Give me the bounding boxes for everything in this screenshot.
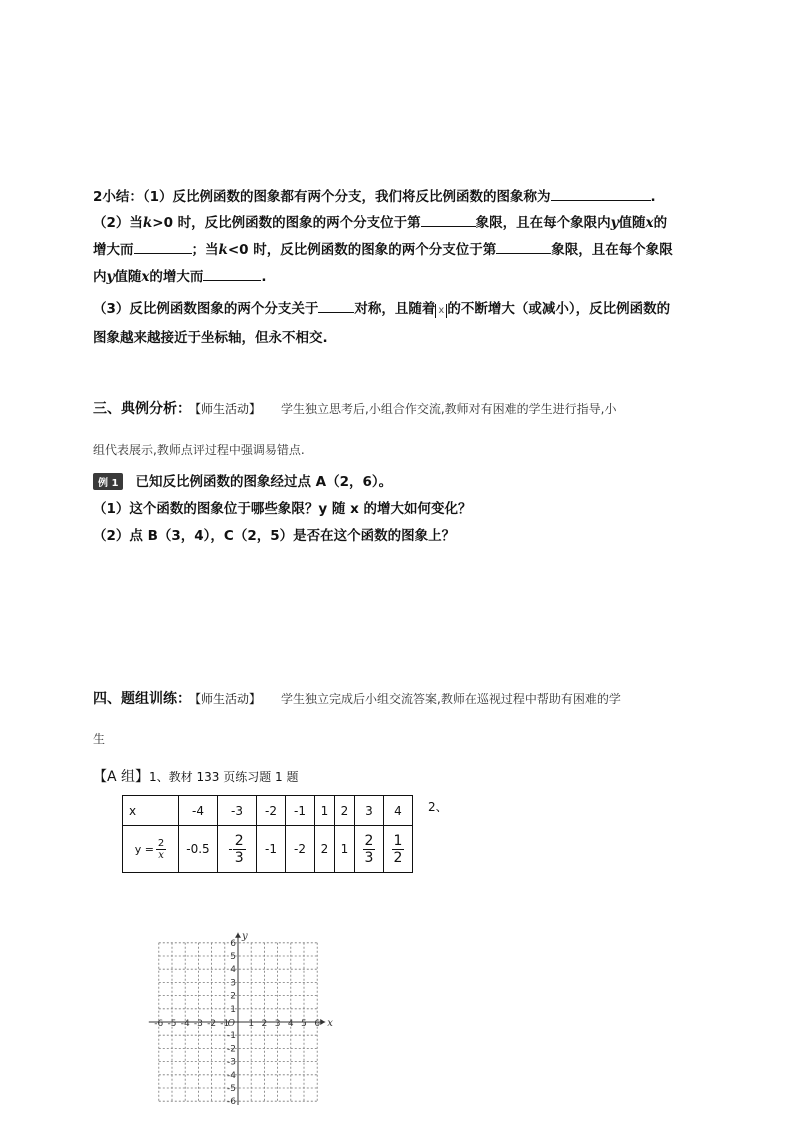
section4-text: 学生独立完成后小组交流答案,教师在巡视过程中帮助有困难的学	[281, 692, 621, 706]
table-cell: -2	[257, 796, 286, 826]
x-tick-label: -4	[180, 1019, 190, 1029]
period: .	[261, 269, 267, 285]
x-tick-label: -6	[154, 1019, 164, 1029]
table-header-y	[123, 826, 179, 873]
summary-line-1	[93, 185, 656, 205]
section4-line-1	[93, 688, 621, 708]
summary-text: 2小结：（1）反比例函数的图象都有两个分支，我们将反比例函数的图象称为	[93, 189, 551, 205]
frac-den: x	[158, 849, 164, 861]
x-tick-label: 5	[301, 1019, 307, 1029]
var-y: y	[610, 215, 619, 231]
y-tick-label: -6	[227, 1097, 236, 1105]
table-header-x: x	[123, 796, 179, 826]
frac-num: 2	[157, 837, 165, 849]
table-cell: -4	[179, 796, 218, 826]
summary-line-5	[93, 297, 670, 318]
table-row-x	[123, 796, 413, 826]
var-x: x	[141, 269, 150, 285]
summary-text: 内	[93, 269, 107, 285]
y-tick-label: 1	[230, 1004, 236, 1015]
coordinate-grid	[140, 915, 340, 1105]
group-a-line	[93, 766, 298, 786]
frac-num: 2	[234, 832, 244, 849]
example-question-2: （2）点 B（3，4），C（2，5）是否在这个函数的图象上？	[93, 528, 456, 544]
example-badge: 例 1	[93, 473, 123, 490]
answer-blank[interactable]	[318, 299, 354, 313]
summary-text: 值随	[114, 269, 142, 285]
summary-line-2	[93, 211, 667, 231]
summary-text: 象限，且在每个象限	[551, 242, 673, 258]
neg-sign: -	[228, 841, 233, 856]
abs-x: x	[435, 304, 447, 318]
group-a-label: 【A 组】	[93, 769, 150, 785]
section4-text-2: 生	[93, 732, 106, 746]
x-tick-label: 1	[248, 1019, 255, 1029]
section4-heading: 四、题组训练：	[93, 691, 191, 707]
summary-text: （2）当	[93, 215, 143, 231]
summary-text: 象限，且在每个象限内	[475, 215, 611, 231]
section3-text: 学生独立思考后,小组合作交流,教师对有困难的学生进行指导,小	[281, 402, 617, 416]
origin-label: O	[227, 1019, 235, 1029]
summary-text: 的不断增大（或减小），反比例函数的	[447, 301, 671, 317]
example-statement: 已知反比例函数的图象经过点 A（2，6）。	[135, 474, 393, 490]
table-cell: -1	[257, 826, 286, 873]
y-tick-label: 4	[230, 965, 236, 976]
answer-blank[interactable]	[134, 240, 192, 254]
item-2-label: 2、	[428, 800, 448, 814]
summary-text: <0 时，反比例函数的图象的两个分支位于第	[227, 242, 497, 258]
summary-text: 增大而	[93, 242, 134, 258]
frac-den: 3	[234, 849, 244, 866]
frac-den: 2	[393, 849, 403, 866]
section3-text-2: 组代表展示,教师点评过程中强调易错点.	[93, 443, 305, 457]
y-tick-label: -2	[227, 1044, 236, 1055]
table-cell: 4	[384, 796, 413, 826]
var-x: x	[645, 215, 654, 231]
section3-heading: 三、典例分析：	[93, 401, 191, 417]
table-cell: 1	[315, 796, 335, 826]
summary-text: 的	[653, 215, 668, 231]
var-y: y	[106, 269, 115, 285]
summary-line-6: 图象越来越接近于坐标轴，但永不相交.	[93, 330, 328, 346]
table-cell: -3	[218, 796, 257, 826]
summary-text: 对称，且随着	[354, 301, 436, 317]
table-row-y	[123, 826, 413, 873]
example-question-1: （1）这个函数的图象位于哪些象限？y 随 x 的增大如何变化？	[93, 501, 472, 517]
y-tick-label: -1	[227, 1031, 236, 1042]
activity-tag: 【师生活动】	[195, 402, 262, 416]
frac-num: 1	[393, 832, 403, 849]
y-tick-label: 2	[230, 991, 236, 1002]
table-cell	[218, 826, 257, 873]
summary-text: 的增大而	[149, 269, 204, 285]
x-axis-arrow	[320, 1019, 325, 1025]
answer-blank[interactable]	[551, 187, 651, 201]
x-tick-label: 6	[314, 1019, 321, 1029]
x-tick-label: 3	[274, 1019, 281, 1029]
y-axis-label: y	[242, 930, 248, 942]
var-k: k	[142, 215, 153, 231]
y-tick-label: -3	[227, 1057, 236, 1068]
summary-text: （3）反比例函数图象的两个分支关于	[93, 301, 319, 317]
y-tick-label: 3	[230, 978, 236, 989]
y-equals: y =	[134, 842, 154, 856]
y-tick-label: -4	[227, 1070, 236, 1081]
period: .	[650, 189, 656, 205]
answer-blank[interactable]	[421, 213, 476, 227]
table-cell: 2	[315, 826, 335, 873]
section3-line-1	[93, 398, 616, 418]
table-cell: 1	[335, 826, 355, 873]
frac-den: 3	[364, 849, 374, 866]
var-k: k	[218, 242, 228, 258]
summary-text: >0 时，反比例函数的图象的两个分支位于第	[152, 215, 421, 231]
x-tick-label: -1	[220, 1019, 230, 1029]
answer-blank[interactable]	[203, 267, 261, 281]
activity-tag: 【师生活动】	[195, 692, 262, 706]
summary-text: ；当	[191, 242, 219, 258]
x-tick-label: -5	[167, 1019, 177, 1029]
table-cell: -0.5	[179, 826, 218, 873]
x-tick-label: 4	[287, 1019, 294, 1029]
summary-line-4	[93, 265, 267, 285]
y-tick-label: 5	[230, 952, 236, 962]
table-cell	[355, 826, 384, 873]
table-cell: -2	[286, 826, 315, 873]
table-cell: 2	[335, 796, 355, 826]
answer-blank[interactable]	[496, 240, 551, 254]
x-tick-label: -3	[193, 1019, 203, 1029]
table-cell: 3	[355, 796, 384, 826]
table-cell	[384, 826, 413, 873]
x-tick-label: -2	[207, 1019, 217, 1029]
summary-line-3	[93, 238, 673, 258]
group-a-item: 1、教材 133 页练习题 1 题	[149, 770, 299, 784]
table-cell: -1	[286, 796, 315, 826]
frac-num: 2	[364, 832, 374, 849]
x-tick-label: 2	[261, 1019, 268, 1029]
y-axis-arrow	[235, 933, 241, 938]
values-table	[122, 795, 413, 873]
example-1	[93, 470, 392, 490]
summary-text: 值随	[618, 215, 646, 231]
y-tick-label: 6	[230, 938, 236, 949]
y-tick-label: -5	[227, 1084, 236, 1094]
x-axis-label: x	[327, 1018, 333, 1029]
